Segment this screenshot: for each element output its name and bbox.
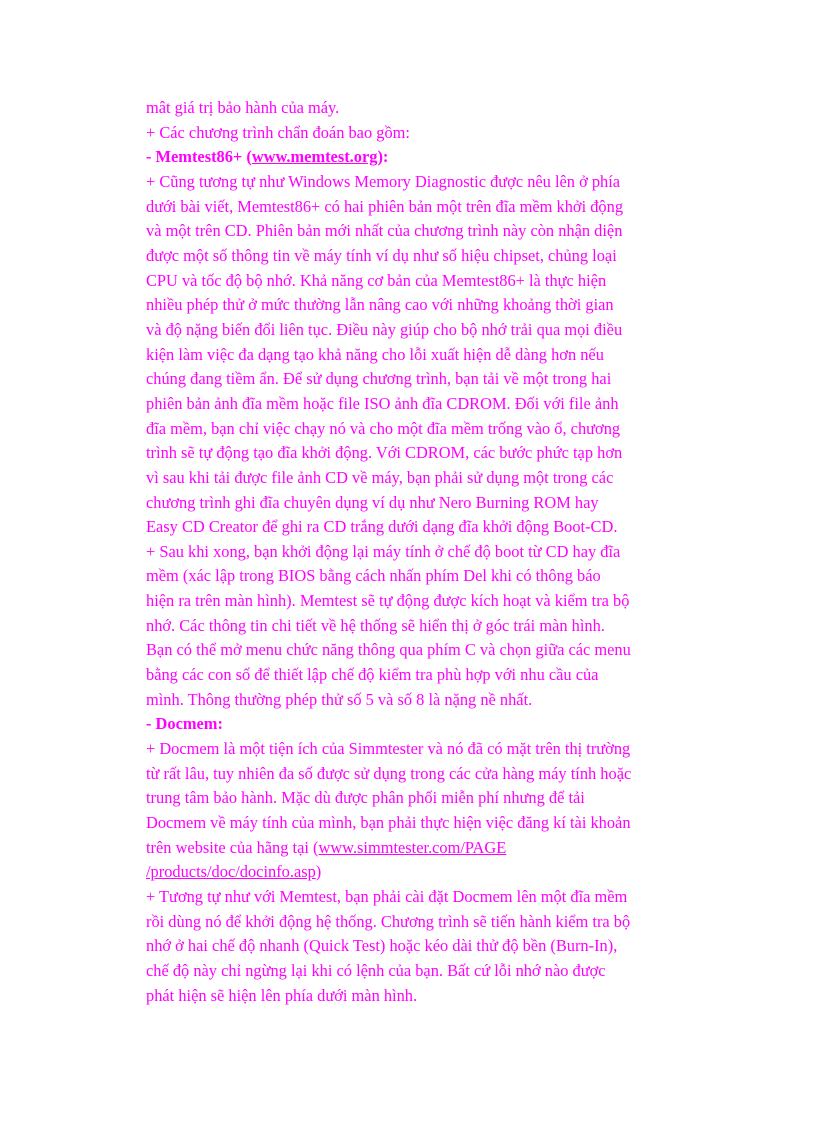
text-line: rồi dùng nó để khởi động hệ thống. Chương trình sẽ tiến hành kiểm tra bộ (146, 911, 631, 931)
text-line: đĩa mềm, bạn chỉ việc chạy nó và cho một đĩa mềm trống vào ổ, chương (146, 418, 621, 438)
text-line: mât giá trị bảo hành của máy. (146, 98, 340, 117)
text-line (146, 836, 678, 861)
line-prefix: trên website của hãng tại ( (146, 837, 319, 857)
text-line: + Tương tự như với Memtest, bạn phải cài đặt Docmem lên một đĩa mềm (146, 887, 628, 906)
text-line: chế độ này chỉ ngừng lại khi có lệnh của bạn. Bất cứ lỗi nhớ nào được (146, 960, 606, 980)
line-suffix: ) (315, 862, 322, 882)
text-line: Bạn có thể mở menu chức năng thông qua phím C và chọn giữa các menu (146, 640, 631, 660)
simmtester-link-part2[interactable]: /products/doc/docinfo.asp (146, 862, 316, 882)
text-line: + Các chương trình chẩn đoán bao gồm: (146, 122, 410, 142)
heading-prefix: - Memtest86+ ( (146, 147, 252, 167)
text-line (146, 860, 678, 885)
text-line: từ rất lâu, tuy nhiên đa số được sử dụng trong các cửa hàng máy tính hoặc (146, 763, 632, 783)
text-line: mềm (xác lập trong BIOS bằng cách nhấn phím Del khi có thông báo (146, 566, 601, 586)
text-line: hiện ra trên màn hình). Memtest sẽ tự động được kích hoạt và kiểm tra bộ (146, 591, 630, 611)
text-line: nhiều phép thử ở mức thường lẫn nâng cao với những khoảng thời gian (146, 295, 614, 315)
text-line: được một số thông tin về máy tính ví dụ như số hiệu chipset, chủng loại (146, 245, 617, 265)
text-line: vì sau khi tải được file ảnh CD về máy, bạn phải sử dụng một trong các (146, 467, 614, 487)
text-line: CPU và tốc độ bộ nhớ. Khả năng cơ bản của Memtest86+ là thực hiện (146, 270, 607, 290)
text-line: dưới bài viết, Memtest86+ có hai phiên bản một trên đĩa mềm khởi động (146, 196, 624, 216)
simmtester-link-part1[interactable]: www.simmtester.com/PAGE (318, 837, 507, 857)
text-line: nhớ ở hai chế độ nhanh (Quick Test) hoặc kéo dài thử độ bền (Burn-In), (146, 936, 618, 956)
text-line: và một trên CD. Phiên bản mới nhất của chương trình này còn nhận diện (146, 221, 623, 241)
text-line: + Sau khi xong, bạn khởi động lại máy tính ở chế độ boot từ CD hay đĩa (146, 541, 621, 561)
text-line: trung tâm bảo hành. Mặc dù được phân phối miễn phí nhưng để tải (146, 788, 585, 808)
text-line: kiện làm việc đa dạng tạo khả năng cho lỗi xuất hiện dễ dàng hơn nếu (146, 344, 604, 364)
text-line: và độ nặng biến đổi liên tục. Điều này giúp cho bộ nhớ trải qua mọi điều (146, 319, 623, 339)
memtest-link[interactable]: www.memtest.org (251, 147, 378, 167)
text-line: chương trình ghi đĩa chuyên dụng ví dụ như Nero Burning ROM hay (146, 492, 599, 512)
text-line: mình. Thông thường phép thử số 5 và số 8 là nặng nề nhất. (146, 689, 533, 709)
section-heading-docmem: - Docmem: (146, 714, 223, 734)
text-line: nhớ. Các thông tin chi tiết về hệ thống sẽ hiển thị ở góc trái màn hình. (146, 615, 605, 635)
text-line: Docmem về máy tính của mình, bạn phải thực hiện việc đăng kí tài khoản (146, 813, 631, 833)
text-line: chúng đang tiềm ẩn. Để sử dụng chương trình, bạn tải về một trong hai (146, 369, 612, 389)
text-line: bằng các con số để thiết lập chế độ kiểm tra phù hợp với nhu cầu của (146, 665, 599, 685)
text-line: phiên bản ảnh đĩa mềm hoặc file ISO ảnh đĩa CDROM. Đối với file ảnh (146, 393, 619, 413)
text-line: trình sẽ tự động tạo đĩa khởi động. Với CDROM, các bước phức tạp hơn (146, 443, 623, 463)
section-heading-memtest (146, 145, 678, 170)
text-line: Easy CD Creator để ghi ra CD trắng dưới dạng đĩa khởi động Boot-CD. (146, 517, 618, 537)
text-line: phát hiện sẽ hiện lên phía dưới màn hình. (146, 985, 418, 1005)
document-body (146, 96, 678, 1008)
heading-suffix: ): (377, 147, 389, 167)
text-line: + Cũng tương tự như Windows Memory Diagnostic được nêu lên ở phía (146, 171, 621, 191)
text-line: + Docmem là một tiện ích của Simmtester và nó đã có mặt trên thị trường (146, 739, 631, 759)
